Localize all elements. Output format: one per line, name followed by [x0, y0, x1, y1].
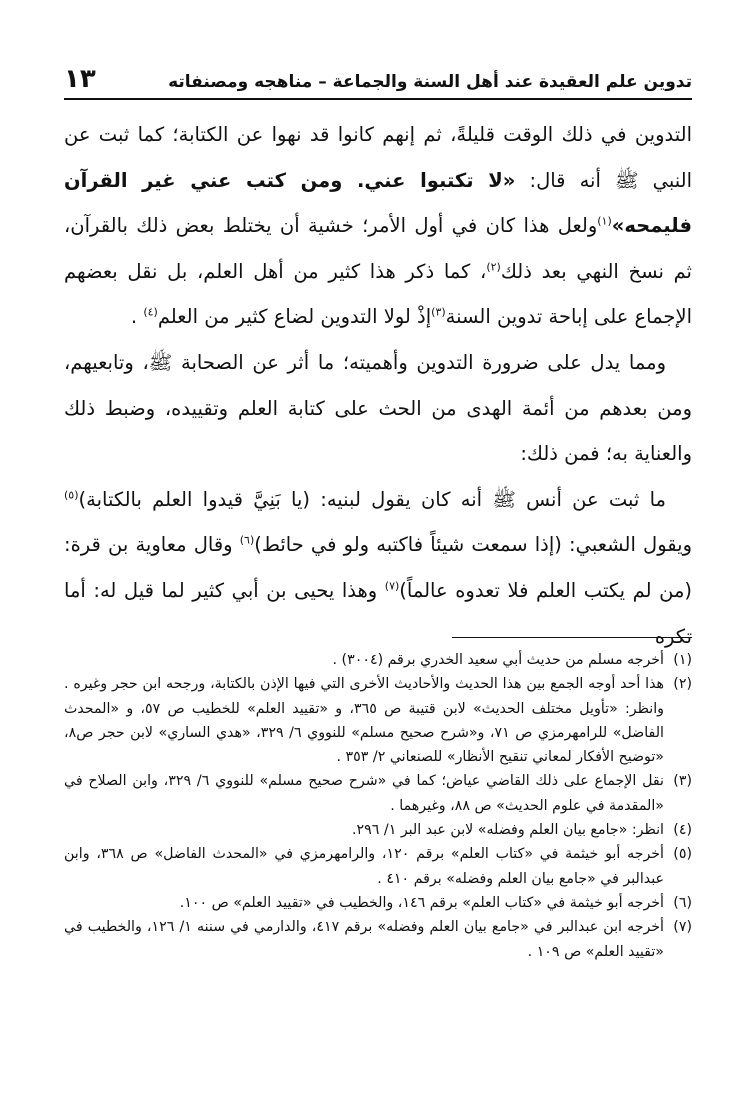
- text-run: التدوين في ذلك الوقت قليلةً، ثم إنهم كانوا قد نهوا عن الكتابة؛ كما ثبت عن النبي ﷺ أنه قال:: [64, 123, 693, 192]
- footnote-ref-4[interactable]: (٤): [143, 305, 158, 319]
- paragraph-3: [64, 477, 692, 659]
- footnote-item: [64, 648, 692, 672]
- footnote-text: أخرجه ابن عبدالبر في «جامع بيان العلم وفضله» برقم ٤١٧، والدارمي في سننه ١/ ١٢٦، والخطيب في «تقييد العلم» ص ١٠٩ .: [64, 919, 665, 960]
- footnote-text: هذا أحد أوجه الجمع بين هذا الحديث والأحاديث الأخرى التي فيها الإذن بالكتابة، ورجحه ابن حجر وغيره . وانظر: «تأويل مختلف الحديث» لابن قتيبة ص ٣٦٥، و «تقييد العلم» للخطيب ص ٥٧، و «المحدث الفاضل» للرامهرمزي ص ٧١، و«شرح صحيح مسلم» للنووي ٦/ ٣٢٩، «هدي الساري» لابن حجر ص٨، «توضيح الأفكار لمعاني تنقيح الأنظار» للصنعاني ٢/ ٣٥٣ .: [64, 676, 664, 766]
- footnote-text: أخرجه أبو خيثمة في «كتاب العلم» برقم ١٤٦، والخطيب في «تقييد العلم» ص ١٠٠.: [179, 894, 664, 911]
- footnote-number: (٦): [673, 894, 692, 911]
- footnote-text: انظر: «جامع بيان العلم وفضله» لابن عبد البر ١/ ٢٩٦.: [352, 822, 664, 839]
- text-run: ومما يدل على ضرورة التدوين وأهميته؛ ما أثر عن الصحابة ﷺ، وتابعيهم، ومن بعدهم من أئمة الهدى من الحث على كتابة العلم وتقييده، وضبط ذلك والعناية به؛ فمن ذلك:: [64, 350, 692, 466]
- text-run: وقال معاوية بن قرة: (من لم يكتب العلم فلا تعدوه عالماً): [64, 533, 693, 602]
- footnote-number: (٧): [673, 919, 692, 936]
- footnote-number: (٥): [673, 846, 692, 863]
- footnote-number: (٣): [673, 773, 692, 790]
- text-run: ولعل هذا كان في أول الأمر؛ خشية أن يختلط بعض ذلك بالقرآن، ثم نسخ النهي بعد ذلك: [64, 214, 692, 283]
- footnotes: [64, 648, 692, 964]
- paragraph-1: [64, 112, 692, 340]
- text-run: إذْ لولا التدوين لضاع كثير من العلم: [157, 305, 432, 329]
- footnote-item: [64, 891, 692, 915]
- footnote-number: (١): [673, 652, 692, 668]
- hadith-quote: «لا تكتبوا عني. ومن كتب عني غير القرآن فليمحه»: [64, 168, 692, 238]
- footnote-ref-3[interactable]: (٣): [431, 305, 446, 319]
- text-run: ما ثبت عن أنس ﷺ أنه كان يقول لبنيه: (يا بَنِيَّ قيدوا العلم بالكتابة): [78, 487, 666, 511]
- footnote-text: أخرجه مسلم من حديث أبي سعيد الخدري برقم (٣٠٠٤) .: [332, 652, 664, 668]
- footnote-text: نقل الإجماع على ذلك القاضي عياض؛ كما في «شرح صحيح مسلم» للنووي ٦/ ٣٢٩، وابن الصلاح في «المقدمة في علوم الحديث» ص ٨٨، وغيرهما .: [64, 773, 664, 814]
- footnote-number: (٢): [673, 676, 692, 693]
- page-number: ١٣: [64, 64, 96, 94]
- footnote-ref-6[interactable]: (٦): [239, 533, 255, 547]
- footnote-ref-1[interactable]: (١): [597, 214, 612, 228]
- main-text: [64, 112, 692, 659]
- footnote-item: [64, 769, 692, 818]
- paragraph-2: [64, 340, 692, 477]
- footnote-item: [64, 842, 692, 891]
- text-run: ويقول الشعبي: (إذا سمعت شيئاً فاكتبه ولو في حائط): [254, 533, 692, 557]
- text-run: وهذا يحيى بن أبي كثير لما قيل له: أما تكره: [64, 578, 692, 648]
- footnote-ref-2[interactable]: (٢): [486, 260, 501, 274]
- running-header: [64, 52, 692, 100]
- header-title: تدوين علم العقيدة عند أهل السنة والجماعة – مناهجه ومصنفاته: [168, 72, 692, 92]
- footnote-item: [64, 672, 692, 769]
- footnote-number: (٤): [673, 822, 692, 839]
- text-run: ، كما ذكر هذا كثير من أهل العلم، بل نقل بعضهم الإجماع على إباحة تدوين السنة: [64, 259, 692, 329]
- footnote-divider: [452, 637, 692, 638]
- footnote-ref-5[interactable]: (٥): [64, 488, 79, 502]
- footnote-text: أخرجه أبو خيثمة في «كتاب العلم» برقم ١٢٠، والرامهرمزي في «المحدث الفاضل» ص ٣٦٨، وابن عبدالبر في «جامع بيان العلم وفضله» برقم ٤١٠ .: [64, 846, 664, 887]
- footnote-item: [64, 915, 692, 964]
- footnote-ref-7[interactable]: (٧): [384, 579, 400, 593]
- footnote-item: [64, 818, 692, 842]
- text-run: .: [130, 305, 144, 329]
